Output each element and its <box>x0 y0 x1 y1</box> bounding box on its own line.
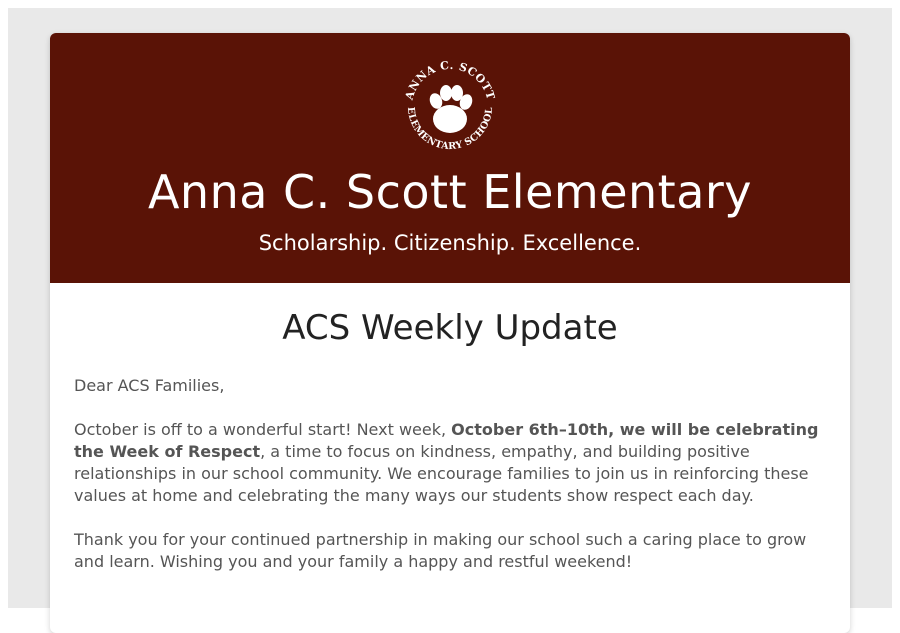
paragraph1-highlight: October 6th–10th, we will be celebrating the Week of Respect <box>74 420 819 461</box>
paragraph-week-of-respect <box>74 419 826 507</box>
paragraph1-rest: , a time to focus on kindness, empathy, and building positive relationships in our school community. We encourage families to join us in reinforcing these values at home and celebrating the many ways our students show respect each day. <box>74 442 809 505</box>
newsletter-title: ACS Weekly Update <box>282 308 618 348</box>
email-background <box>8 8 892 608</box>
paw-print-icon <box>428 85 475 133</box>
school-name: Anna C. Scott Elementary <box>147 165 753 219</box>
paragraph1-intro: October is off to a wonderful start! Next week, <box>74 420 452 439</box>
paragraph-thank-you: Thank you for your continued partnership in making our school such a caring place to grow and learn. Wishing you and your family a happy and restful weekend! <box>74 530 807 571</box>
logo-arc-bottom-text: ELEMENTARY SCHOOL <box>404 106 496 153</box>
greeting: Dear ACS Families, <box>74 376 225 395</box>
newsletter-body <box>50 307 850 573</box>
newsletter-card <box>50 33 850 633</box>
newsletter-header <box>50 33 850 283</box>
logo-arc-top-text: ANNA C. SCOTT <box>402 58 498 102</box>
school-tagline: Scholarship. Citizenship. Excellence. <box>258 231 642 255</box>
school-logo <box>398 55 502 159</box>
